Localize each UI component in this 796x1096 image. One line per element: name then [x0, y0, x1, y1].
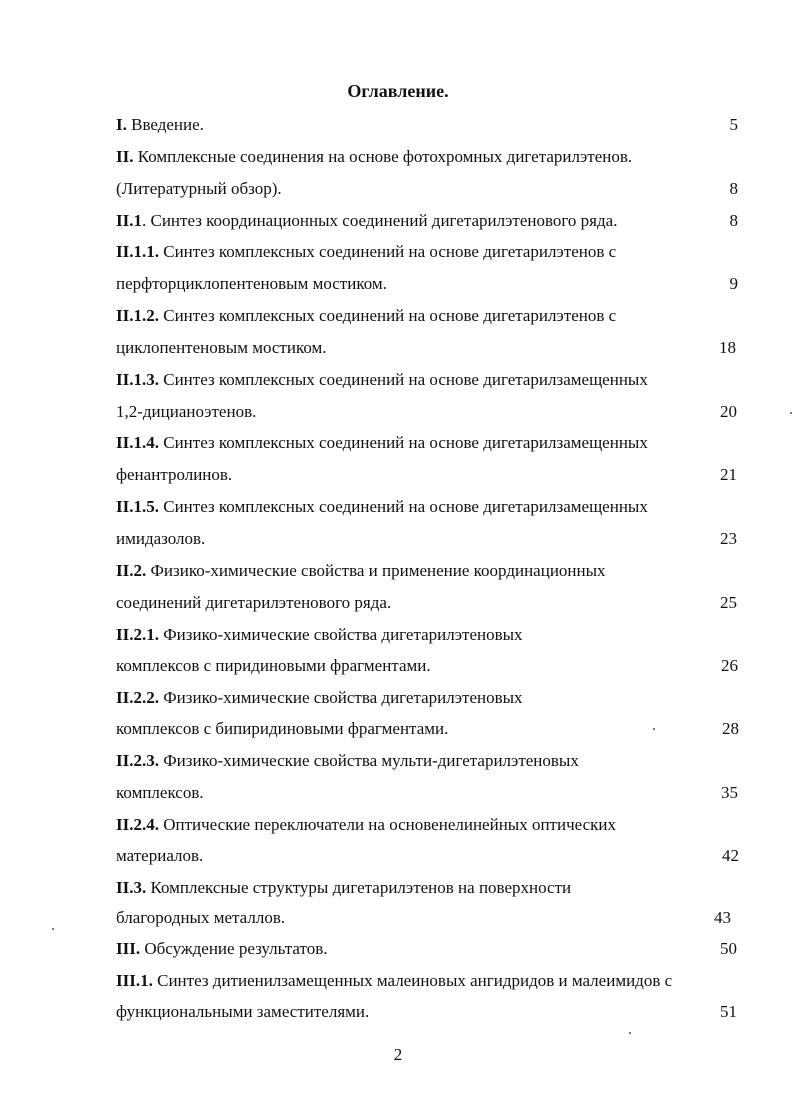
- toc-page-number: 43: [714, 908, 731, 927]
- toc-page-number: 9: [729, 274, 738, 293]
- toc-entry: III.1. Синтез дитиенилзамещенных малеиновых ангидридов и малеимидов с: [116, 971, 673, 990]
- page-number: 2: [393, 1045, 403, 1064]
- toc-page-number: 8: [729, 179, 738, 198]
- toc-entry-continuation: имидазолов.: [116, 529, 206, 548]
- toc-entry-continuation: циклопентеновым мостиком.: [116, 338, 327, 357]
- toc-entry: I. Введение.: [116, 115, 204, 134]
- toc-page-number: 26: [721, 656, 738, 675]
- toc-entry: II.2.1. Физико-химические свойства дигетарилэтеновых: [116, 625, 523, 644]
- page-title: Оглавление.: [347, 81, 449, 101]
- toc-entry-continuation: комплексов.: [116, 783, 204, 802]
- toc-entry-continuation: перфторциклопентеновым мостиком.: [116, 274, 387, 293]
- scan-speck: [653, 728, 655, 730]
- scan-speck: [629, 1032, 631, 1034]
- toc-entry-continuation: фенантролинов.: [116, 465, 233, 484]
- toc-entry-continuation: материалов.: [116, 846, 204, 865]
- toc-page-number: 18: [719, 338, 736, 357]
- toc-page-number: 8: [729, 211, 738, 230]
- toc-page-number: 42: [722, 846, 739, 865]
- toc-page-number: 28: [722, 719, 739, 738]
- toc-entry: II.3. Комплексные структуры дигетарилэтенов на поверхности: [116, 878, 572, 897]
- toc-page-number: 20: [720, 402, 737, 421]
- toc-page-number: 5: [729, 115, 738, 134]
- toc-entry: II. Комплексные соединения на основе фотохромных дигетарилэтенов.: [116, 147, 633, 166]
- scan-speck: [52, 928, 54, 930]
- toc-entry: II.1.2. Синтез комплексных соединений на основе дигетарилэтенов с: [116, 306, 617, 325]
- toc-entry: II.2.3. Физико-химические свойства мульти-дигетарилэтеновых: [116, 751, 579, 770]
- toc-entry-continuation: (Литературный обзор).: [116, 179, 282, 198]
- toc-page-number: 25: [720, 593, 737, 612]
- toc-entry-continuation: комплексов с пиридиновыми фрагментами.: [116, 656, 431, 675]
- toc-page-number: 51: [720, 1002, 737, 1021]
- toc-entry: II.1.5. Синтез комплексных соединений на основе дигетарилзамещенных: [116, 497, 648, 516]
- toc-entry-continuation: комплексов с бипиридиновыми фрагментами.: [116, 719, 449, 738]
- toc-entry: II.1.1. Синтез комплексных соединений на основе дигетарилэтенов с: [116, 242, 617, 261]
- toc-entry: II.1. Синтез координационных соединений дигетарилэтенового ряда.: [116, 211, 618, 230]
- toc-entry-continuation: функциональными заместителями.: [116, 1002, 370, 1021]
- toc-entry: II.1.4. Синтез комплексных соединений на основе дигетарилзамещенных: [116, 433, 648, 452]
- scan-speck: [790, 412, 792, 414]
- toc-page-number: 50: [720, 939, 737, 958]
- toc-entry: III. Обсуждение результатов.: [116, 939, 328, 958]
- toc-entry-continuation: благородных металлов.: [116, 908, 286, 927]
- toc-page-number: 35: [721, 783, 738, 802]
- toc-entry: II.2.2. Физико-химические свойства дигетарилэтеновых: [116, 688, 523, 707]
- toc-entry-continuation: соединений дигетарилэтенового ряда.: [116, 593, 392, 612]
- toc-page-number: 23: [720, 529, 737, 548]
- toc-entry-continuation: 1,2-дицианоэтенов.: [116, 402, 257, 421]
- toc-entry: II.2. Физико-химические свойства и применение координационных: [116, 561, 606, 580]
- toc-page-number: 21: [720, 465, 737, 484]
- toc-entry: II.2.4. Оптические переключатели на основенелинейных оптических: [116, 815, 617, 834]
- toc-entry: II.1.3. Синтез комплексных соединений на основе дигетарилзамещенных: [116, 370, 648, 389]
